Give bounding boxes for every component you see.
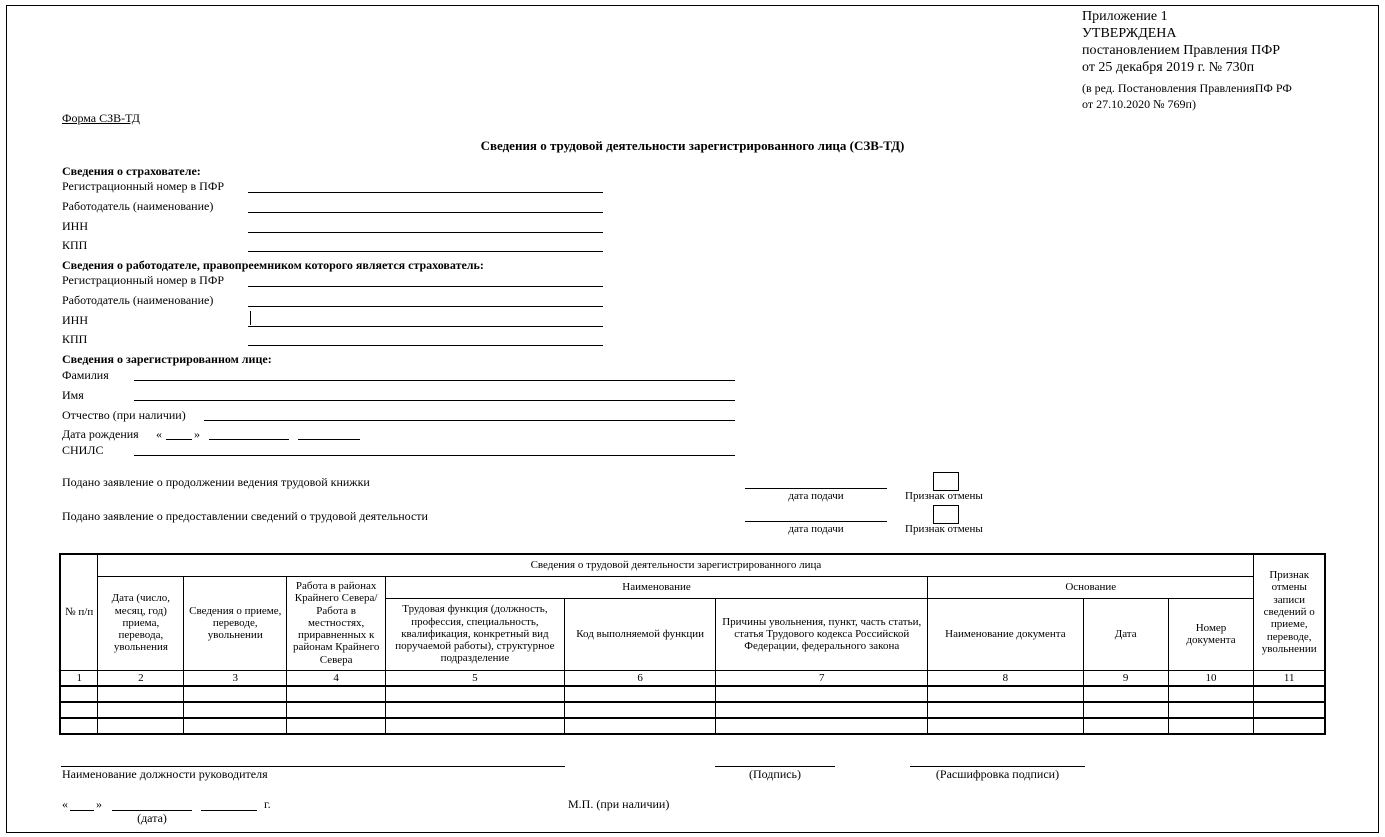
appendix-line: УТВЕРЖДЕНА <box>1082 26 1177 41</box>
person-birth-label: Дата рождения <box>62 427 139 441</box>
group-basis-header: Основание <box>928 576 1254 598</box>
appendix-line: постановлением Правления ПФР <box>1082 43 1281 58</box>
col-number: 11 <box>1254 670 1325 686</box>
person-snils-label: СНИЛС <box>62 443 104 457</box>
page-title: Сведения о трудовой деятельности зарегистрированного лица (СЗВ-ТД) <box>480 138 905 153</box>
table-row[interactable] <box>60 718 1325 734</box>
sign-year-field[interactable] <box>201 810 257 811</box>
col-number: 1 <box>60 670 98 686</box>
col-number: 9 <box>1083 670 1168 686</box>
signature-caption: (Подпись) <box>748 767 802 781</box>
provide-date-caption: дата подачи <box>788 523 844 535</box>
person-heading: Сведения о зарегистрированном лице: <box>62 352 272 366</box>
date-quote-open: « <box>62 797 68 811</box>
col-number: 8 <box>928 670 1084 686</box>
birth-year-field[interactable] <box>298 439 360 440</box>
provide-date-field[interactable] <box>745 521 887 522</box>
form-label: Форма СЗВ-ТД <box>62 111 140 125</box>
date-caption: (дата) <box>137 811 167 825</box>
col-cancel-header: Признак отмены записи сведений о приеме, переводе, увольнении <box>1254 554 1325 670</box>
birth-quote-open: « <box>156 427 162 441</box>
continue-cancel-checkbox[interactable] <box>933 472 959 491</box>
predecessor-employer-label: Работодатель (наименование) <box>62 293 214 307</box>
continue-cancel-caption: Признак отмены <box>905 490 983 502</box>
person-surname-field[interactable] <box>134 380 735 381</box>
table-row[interactable] <box>60 702 1325 718</box>
insurer-employer-field[interactable] <box>248 212 603 213</box>
appendix-block <box>1082 8 1280 76</box>
col-doc-name-header: Наименование документа <box>928 598 1084 670</box>
col-number: 3 <box>184 670 287 686</box>
predecessor-kpp-label: КПП <box>62 332 88 346</box>
birth-day-field[interactable] <box>166 439 192 440</box>
group-header: Сведения о трудовой деятельности зарегистрированного лица <box>98 554 1254 576</box>
insurer-inn-label: ИНН <box>62 219 88 233</box>
insurer-heading: Сведения о страхователе: <box>62 164 201 178</box>
signature-decode-caption: (Расшифровка подписи) <box>935 767 1060 781</box>
appendix-line: от 25 декабря 2019 г. № 730п <box>1082 60 1255 75</box>
predecessor-reg-field[interactable] <box>248 286 603 287</box>
provide-cancel-checkbox[interactable] <box>933 505 959 524</box>
predecessor-employer-field[interactable] <box>248 306 603 307</box>
predecessor-heading: Сведения о работодателе, правопреемником которого является страхователь: <box>62 258 484 272</box>
col-info-header: Сведения о приеме, переводе, увольнении <box>184 576 287 670</box>
person-surname-label: Фамилия <box>62 368 109 382</box>
insurer-kpp-label: КПП <box>62 238 88 252</box>
insurer-inn-field[interactable] <box>248 232 603 233</box>
application-continue-label: Подано заявление о продолжении ведения трудовой книжки <box>62 475 370 489</box>
col-number: 5 <box>386 670 565 686</box>
col-number: 7 <box>716 670 928 686</box>
group-name-header: Наименование <box>386 576 928 598</box>
person-patronymic-label: Отчество (при наличии) <box>62 408 186 422</box>
appendix-line: (в ред. Постановления ПравленияПФ РФ <box>1082 81 1292 95</box>
table-row[interactable] <box>60 686 1325 702</box>
predecessor-kpp-field[interactable] <box>248 345 603 346</box>
activity-table <box>59 553 1326 735</box>
person-snils-field[interactable] <box>134 455 735 456</box>
predecessor-reg-label: Регистрационный номер в ПФР <box>62 273 224 287</box>
insurer-employer-label: Работодатель (наименование) <box>62 199 214 213</box>
provide-cancel-caption: Признак отмены <box>905 523 983 535</box>
continue-date-caption: дата подачи <box>788 490 844 502</box>
date-quote-close: » <box>96 797 102 811</box>
insurer-reg-label: Регистрационный номер в ПФР <box>62 179 224 193</box>
person-name-label: Имя <box>62 388 84 402</box>
head-position-caption: Наименование должности руководителя <box>62 767 268 781</box>
col-reasons-header: Причины увольнения, пункт, часть статьи, статья Трудового кодекса Российской Федерации, федерального закона <box>716 598 928 670</box>
year-suffix: г. <box>264 797 271 811</box>
appendix-line: Приложение 1 <box>1082 9 1168 24</box>
col-code-header: Код выполняемой функции <box>564 598 716 670</box>
col-date-header: Дата (число, месяц, год) приема, перевода, увольнения <box>98 576 184 670</box>
text-cursor <box>250 311 251 325</box>
col-function-header: Трудовая функция (должность, профессия, специальность, квалификация, конкретный вид поручаемой работы), структурное подразделение <box>386 598 565 670</box>
birth-month-field[interactable] <box>209 439 289 440</box>
col-doc-date-header: Дата <box>1083 598 1168 670</box>
person-patronymic-field[interactable] <box>204 420 735 421</box>
sign-day-field[interactable] <box>70 810 94 811</box>
col-north-header: Работа в районах Крайнего Севера/Работа в местностях, приравненных к районам Крайнего Севера <box>287 576 386 670</box>
application-provide-label: Подано заявление о предоставлении сведений о трудовой деятельности <box>62 509 428 523</box>
stamp-label: М.П. (при наличии) <box>568 797 670 811</box>
continue-date-field[interactable] <box>745 488 887 489</box>
birth-quote-close: » <box>194 427 200 441</box>
col-number: 6 <box>564 670 716 686</box>
predecessor-inn-label: ИНН <box>62 313 88 327</box>
appendix-line: от 27.10.2020 № 769п) <box>1082 97 1196 111</box>
col-number: 4 <box>287 670 386 686</box>
person-name-field[interactable] <box>134 400 735 401</box>
insurer-reg-field[interactable] <box>248 192 603 193</box>
col-doc-num-header: Номер документа <box>1168 598 1254 670</box>
appendix-edition <box>1082 80 1292 112</box>
col-num-header: № п/п <box>60 554 98 670</box>
col-number: 2 <box>98 670 184 686</box>
col-number: 10 <box>1168 670 1254 686</box>
insurer-kpp-field[interactable] <box>248 251 603 252</box>
predecessor-inn-field[interactable] <box>248 326 603 327</box>
